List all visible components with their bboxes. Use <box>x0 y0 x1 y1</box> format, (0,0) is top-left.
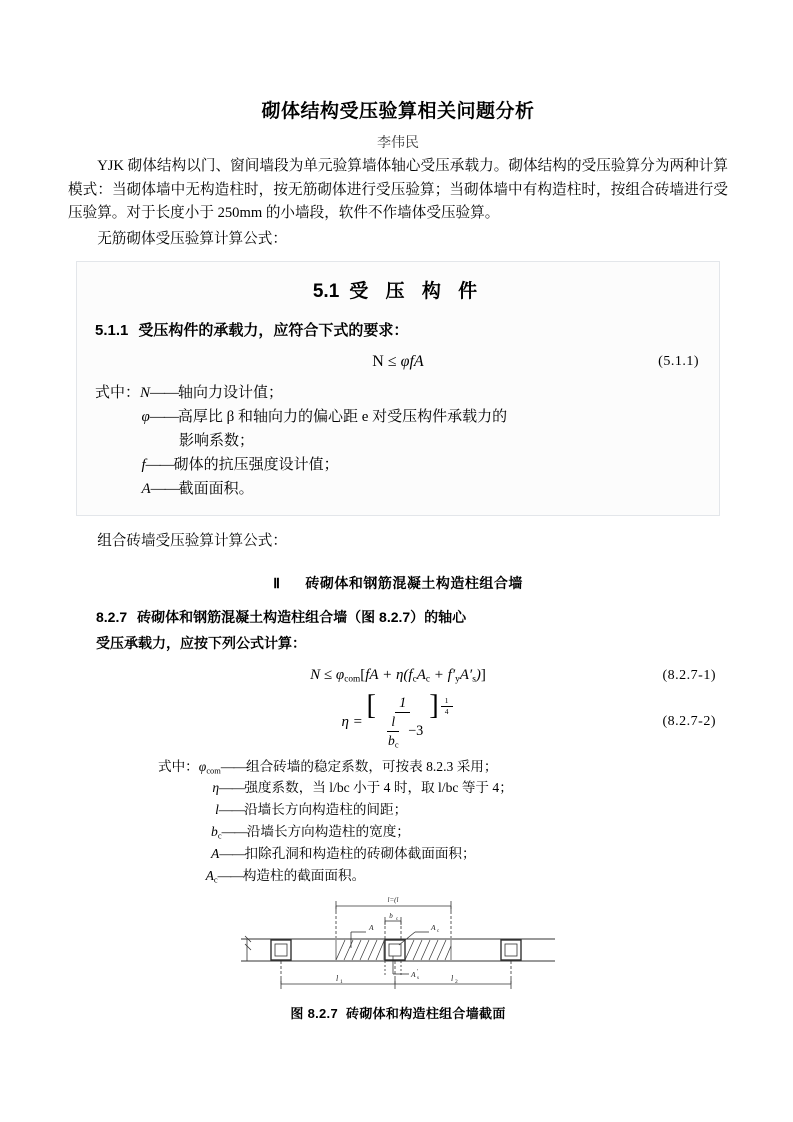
clause-number: 5.1.1 <box>95 322 129 340</box>
clause-number: 8.2.7 <box>96 609 128 626</box>
section-title: 受 压 构 件 <box>349 281 484 303</box>
label-l2-sub: 2 <box>455 979 458 986</box>
definition-dash: —— <box>150 480 179 497</box>
column-left <box>271 940 291 960</box>
where-row <box>95 453 701 477</box>
excerpt-block-5-1 <box>76 261 720 515</box>
label-l2: l <box>451 974 454 984</box>
label-As-prime: ′ <box>417 969 419 976</box>
symbol-eta: η <box>212 780 220 796</box>
clause-8-2-7-cont <box>78 633 718 655</box>
definition-Ac: 构造柱的截面面积。 <box>242 867 366 883</box>
symbol-N: N <box>140 384 151 401</box>
page-content <box>68 0 728 1028</box>
inner-denominator: $b_c$ <box>388 732 399 749</box>
where-row <box>158 756 718 778</box>
definition-eta: 强度系数，当 l/bc 小于 4 时，取 l/bc 等于 4； <box>244 780 513 796</box>
clause-text-line1: 砖砌体和钢筋混凝土构造柱组合墙（图 8.2.7）的轴心 <box>137 609 467 626</box>
lead-in-unreinforced: 无筋砌体受压验算计算公式： <box>97 230 287 247</box>
inner-numerator: l <box>387 714 399 732</box>
right-bracket: ] <box>429 689 439 721</box>
where-row <box>95 405 701 429</box>
definition-A: 截面面积。 <box>178 480 254 497</box>
label-Ac: A <box>431 923 436 933</box>
definition-phi: 高厚比 β 和轴向力的偏心距 e 对受压构件承载力的 <box>177 408 508 425</box>
definition-dash: —— <box>219 780 245 796</box>
where-row <box>95 477 701 501</box>
fraction-numerator: 1 <box>395 695 410 713</box>
symbol-Ac: $A_c$ <box>205 867 218 884</box>
clause-5-1-1 <box>95 319 701 342</box>
formula-8-2-7-2-row <box>78 689 718 750</box>
clause-text: 受压构件的承载力，应符合下式的要求： <box>138 322 409 340</box>
symbol-l: l <box>215 802 219 818</box>
symbol-A2: A <box>211 845 220 861</box>
exponent-denominator: 4 <box>444 707 449 717</box>
clause-8-2-7 <box>78 607 718 629</box>
symbol-phi-com: $\varphi_{com}$ <box>198 758 221 775</box>
label-l1-sub: 1 <box>340 979 343 986</box>
definition-dash: —— <box>217 867 243 883</box>
symbol-A: A <box>141 480 151 497</box>
column-right <box>501 940 521 960</box>
definition-dash: —— <box>150 384 179 401</box>
exponent-one-quarter <box>439 697 455 717</box>
label-A: A <box>369 923 374 933</box>
figure-caption <box>78 1003 718 1022</box>
definition-dash: —— <box>219 845 245 861</box>
label-As-sub: s <box>417 976 419 982</box>
equation-number-8-2-7-2: (8.2.7-2) <box>662 714 716 730</box>
formula-5-1-1-row <box>95 349 701 375</box>
excerpt-section-heading <box>95 276 701 303</box>
formula-5-1-1: N ≤ φfA <box>372 352 424 370</box>
definition-f: 砌体的抗压强度设计值； <box>173 456 339 473</box>
where-row <box>95 429 701 453</box>
masonry-hatch-right <box>405 940 451 960</box>
lead-in-composite: 组合砖墙受压验算计算公式： <box>97 532 287 549</box>
definition-A2: 扣除孔洞和构造柱的砖砌体截面面积； <box>244 845 476 861</box>
subsection-title: 砖砌体和钢筋混凝土构造柱组合墙 <box>305 575 523 592</box>
left-bracket: [ <box>366 689 377 721</box>
document-author: 李伟民 <box>377 135 419 151</box>
outer-fraction <box>378 695 427 750</box>
definition-bc: 沿墙长方向构造柱的宽度； <box>246 823 410 839</box>
wall-section-diagram <box>233 892 563 997</box>
where-row <box>158 821 718 843</box>
label-bc: b <box>389 912 393 921</box>
subsection-heading <box>78 573 718 593</box>
definition-l: 沿墙长方向构造柱的间距； <box>244 802 408 818</box>
masonry-hatch-left <box>336 940 384 960</box>
figure-number: 图 8.2.7 <box>290 1006 339 1022</box>
minus-three: −3 <box>408 723 424 740</box>
definition-dash: —— <box>145 456 174 473</box>
symbol-phi: φ <box>141 408 150 425</box>
definition-dash: —— <box>221 823 247 839</box>
where-row <box>158 777 718 799</box>
symbol-f: f <box>141 456 146 473</box>
where-list-8-2-7 <box>78 756 718 887</box>
formula-8-2-7-1: $N \le \varphi_{com}[fA + \eta(f_cA_c + f'_yA'_s)]$ <box>310 666 486 685</box>
equation-number-5-1-1: (5.1.1) <box>658 353 699 369</box>
excerpt-block-8-2-7 <box>68 563 728 1028</box>
label-bc-sub: c <box>396 917 399 923</box>
where-label: 式中： <box>158 758 199 774</box>
intro-paragraph: YJK 砌体结构以门、窗间墙段为单元验算墙体轴心受压承载力。砌体结构的受压验算分为两种计算模式：当砌体墙中无构造柱时，按无筋砌体进行受压验算；当砌体墙中有构造柱时，按组合砖墙进行受压验算。对于长度小于 250mm 的小墙段，软件不作墙体受压验算。 <box>68 157 728 222</box>
section-number: 5.1 <box>312 281 340 303</box>
definition-N: 轴向力设计值； <box>178 384 284 401</box>
inner-fraction <box>384 714 402 750</box>
definition-dash: —— <box>149 408 178 425</box>
where-row <box>95 381 701 405</box>
label-Ac-sub: c <box>437 929 440 935</box>
label-top-dimension: l=(l <box>387 896 399 905</box>
bracket-group <box>366 689 455 750</box>
label-As: A <box>411 970 416 980</box>
definition-phi-cont: 影响系数； <box>179 432 255 449</box>
where-row <box>158 843 718 865</box>
figure-8-2-7 <box>78 892 718 1022</box>
definition-dash: —— <box>218 802 245 818</box>
roman-numeral: Ⅱ <box>273 575 281 592</box>
formula-8-2-7-2: η = [ 1 $\frac{l}{b_c}$ −3 ] $\frac{1}{4}$ <box>341 695 454 750</box>
figure-caption-text: 砖砌体和构造柱组合墙截面 <box>346 1006 506 1022</box>
where-label: 式中： <box>95 384 141 401</box>
where-list-5-1-1 <box>95 381 701 501</box>
exponent-numerator: 1 <box>441 697 453 708</box>
definition-dash: —— <box>220 758 246 774</box>
label-l1: l <box>336 974 339 984</box>
fraction-denominator <box>378 713 427 750</box>
where-row <box>158 799 718 821</box>
equation-number-8-2-7-1: (8.2.7-1) <box>662 667 716 683</box>
page-title: 砌体结构受压验算相关问题分析 <box>261 101 535 122</box>
clause-text-line2: 受压承载力，应按下列公式计算： <box>96 635 306 652</box>
where-row <box>158 865 718 887</box>
definition-phi-com: 组合砖墙的稳定系数，可按表 8.2.3 采用； <box>246 758 498 774</box>
exponent-fraction <box>441 697 453 717</box>
formula-8-2-7-1-row <box>78 663 718 689</box>
symbol-bc: $b_c$ <box>211 823 222 841</box>
